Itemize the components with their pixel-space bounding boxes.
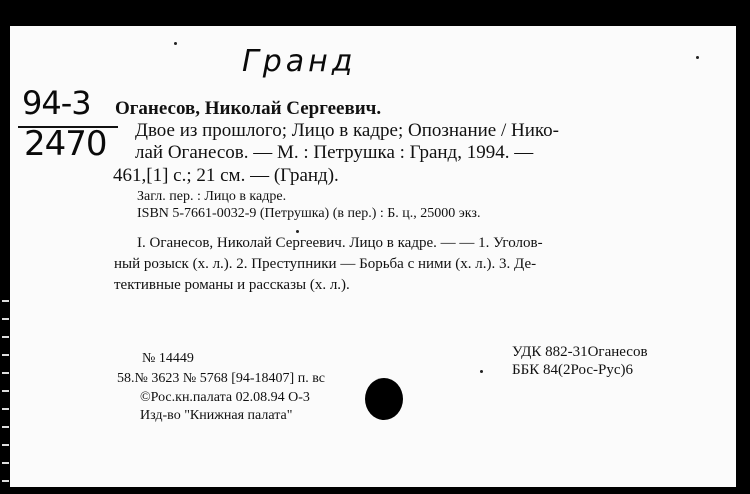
tracing-line-1: I. Оганесов, Николай Сергеевич. Лицо в кадре. — — 1. Уголов- xyxy=(137,235,543,251)
footer-line-3: ©Рос.кн.палата 02.08.94 О-3 xyxy=(140,390,310,405)
entry-line-3: 461,[1] с.; 21 см. — (Гранд). xyxy=(113,165,339,186)
speck xyxy=(174,42,177,45)
handwritten-shelfmark-top: 94-3 xyxy=(22,84,91,122)
note-title: Загл. пер. : Лицо в кадре. xyxy=(137,189,287,204)
udk-code: УДК 882-31Оганесов xyxy=(512,344,648,360)
handwritten-publisher-note: Гранд xyxy=(242,44,357,79)
tracing-line-3: тективные романы и рассказы (х. л.). xyxy=(114,277,350,293)
speck xyxy=(480,370,483,373)
entry-line-2: лай Оганесов. — М. : Петрушка : Гранд, 1994. — xyxy=(135,142,534,163)
footer-line-4: Изд-во "Книжная палата" xyxy=(140,408,293,423)
speck xyxy=(696,56,699,59)
catalog-card xyxy=(10,26,736,487)
speck xyxy=(296,230,299,233)
footer-line-2: 58.№ 3623 № 5768 [94-18407] п. вс xyxy=(117,371,325,386)
ink-blot xyxy=(365,378,403,420)
bbk-code: ББК 84(2Рос-Рус)6 xyxy=(512,362,633,378)
tracing-line-2: ный розыск (х. л.). 2. Преступники — Борьба с ними (х. л.). 3. Де- xyxy=(114,256,537,272)
note-isbn: ISBN 5-7661-0032-9 (Петрушка) (в пер.) : Б. ц., 25000 экз. xyxy=(137,206,481,221)
entry-line-1: Двое из прошлого; Лицо в кадре; Опознание / Нико- xyxy=(135,120,559,141)
handwritten-shelfmark-bottom: 2470 xyxy=(24,124,107,164)
entry-heading: Оганесов, Николай Сергеевич. xyxy=(115,98,382,119)
footer-line-1: № 14449 xyxy=(142,351,194,366)
